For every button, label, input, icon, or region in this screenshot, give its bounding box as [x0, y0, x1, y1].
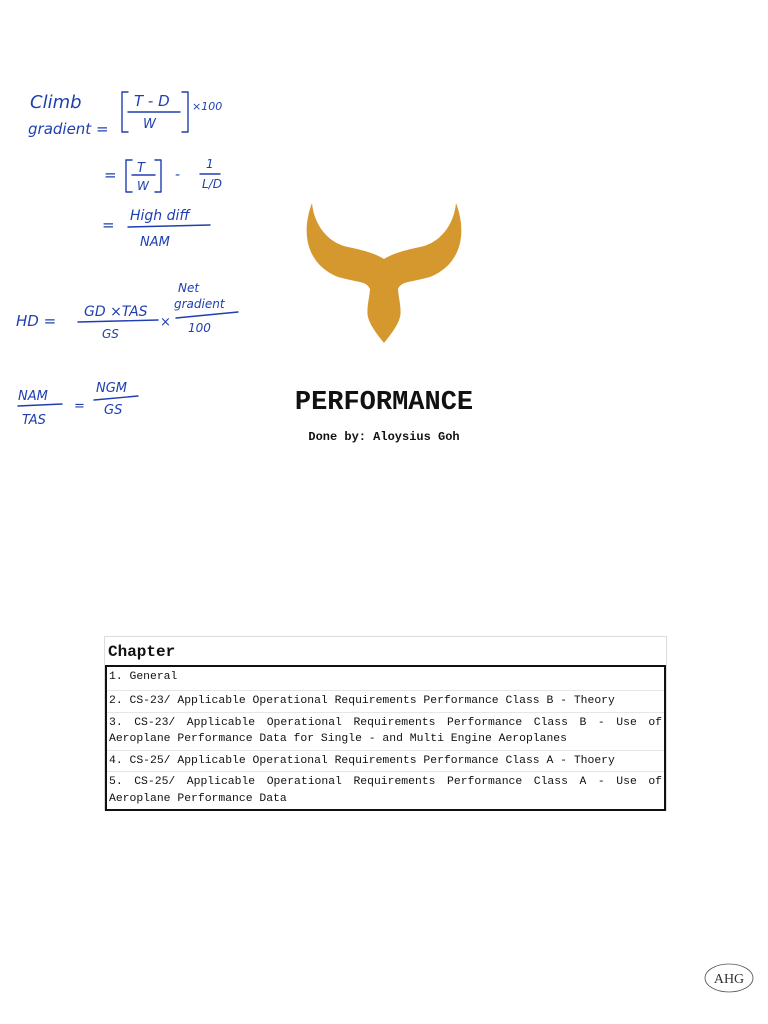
svg-text:T: T — [137, 161, 145, 176]
svg-text:=: = — [104, 166, 117, 184]
svg-text:=: = — [102, 216, 115, 234]
svg-text:TAS: TAS — [22, 413, 46, 428]
chapter-item: 3. CS-23/ Applicable Operational Requirements Performance Class B - Use of Aeroplane Performance Data for Single - and Multi Engine Aeroplanes — [107, 712, 664, 750]
svg-text:High diff: High diff — [130, 208, 190, 224]
bull-horns-logo — [290, 185, 478, 370]
svg-text:×100: ×100 — [192, 100, 223, 113]
document-title: PERFORMANCE — [294, 388, 474, 418]
handwritten-notes — [10, 80, 260, 440]
chapter-item: 5. CS-25/ Applicable Operational Requirements Performance Class A - Use of Aeroplane Performance Data — [107, 771, 664, 809]
svg-text:gradient: gradient — [174, 297, 225, 311]
svg-text:W: W — [137, 179, 149, 193]
svg-text:HD =: HD = — [16, 312, 57, 330]
svg-text:=: = — [74, 399, 85, 414]
svg-text:NGM: NGM — [96, 381, 128, 396]
signature-monogram — [700, 958, 758, 998]
svg-text:-: - — [175, 167, 181, 183]
signature-icon — [700, 958, 758, 998]
svg-text:GS: GS — [104, 403, 123, 418]
svg-text:100: 100 — [188, 321, 211, 335]
handwritten-formulas — [10, 80, 260, 440]
chapter-header: Chapter — [108, 643, 176, 661]
svg-text:1: 1 — [206, 157, 214, 171]
svg-text:GS: GS — [102, 327, 119, 341]
svg-text:GD ×TAS: GD ×TAS — [84, 304, 148, 320]
chapter-table — [104, 636, 667, 811]
svg-text:gradient =: gradient = — [28, 120, 109, 138]
chapter-list — [105, 665, 669, 811]
chapter-item: 4. CS-25/ Applicable Operational Requirements Performance Class A - Thoery — [107, 750, 664, 772]
svg-text:T - D: T - D — [134, 92, 170, 110]
chapter-item: 1. General — [109, 671, 178, 683]
svg-text:×: × — [160, 315, 171, 330]
chapter-item: 2. CS-23/ Applicable Operational Requirements Performance Class B - Theory — [107, 690, 664, 712]
svg-text:AHG: AHG — [713, 972, 745, 987]
svg-text:Climb: Climb — [30, 92, 82, 113]
svg-text:W: W — [143, 117, 156, 132]
document-author: Done by: Aloysius Goh — [308, 430, 460, 444]
svg-text:NAM: NAM — [18, 389, 48, 404]
svg-text:Net: Net — [178, 281, 200, 295]
svg-text:NAM: NAM — [140, 235, 170, 250]
svg-text:L/D: L/D — [202, 177, 222, 191]
bull-horns-icon — [290, 185, 478, 370]
